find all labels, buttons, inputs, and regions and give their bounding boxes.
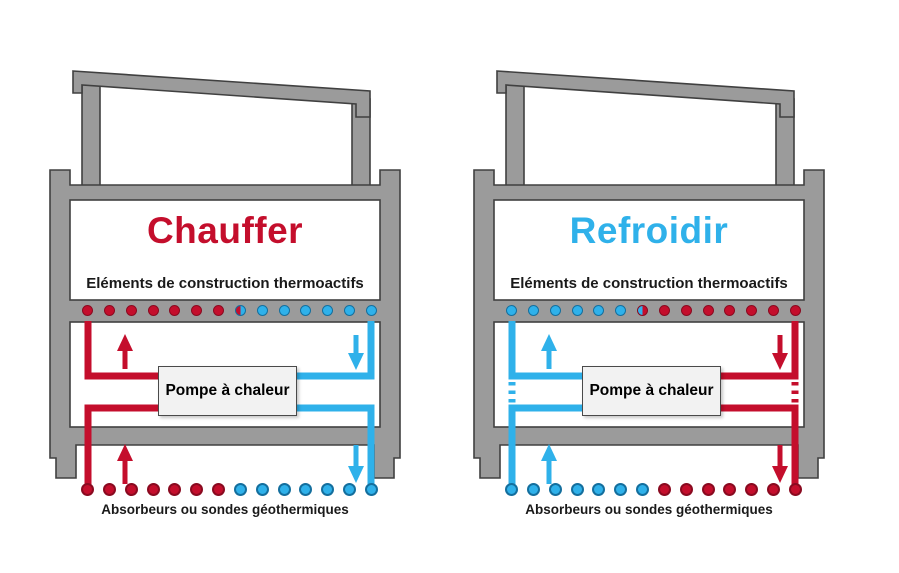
absorber-dot: [703, 305, 714, 316]
geothermal-dots-row: [505, 483, 802, 496]
absorber-dot: [636, 483, 649, 496]
absorber-dot: [278, 483, 291, 496]
absorber-dot: [168, 483, 181, 496]
heat-pump-box: [582, 366, 721, 416]
absorber-dot: [213, 305, 224, 316]
thermoactive-dots-row: [506, 305, 801, 316]
absorber-dot: [505, 483, 518, 496]
absorber-dot: [637, 305, 648, 316]
absorber-dot: [658, 483, 671, 496]
absorber-dot: [593, 305, 604, 316]
down-arrow-icon: [348, 466, 364, 483]
absorber-dot: [365, 483, 378, 496]
absorber-dot: [549, 483, 562, 496]
absorber-dot: [790, 305, 801, 316]
absorber-dot: [527, 483, 540, 496]
absorber-dot: [234, 483, 247, 496]
mode-title: Refroidir: [569, 210, 729, 251]
geothermal-absorbers-label: Absorbeurs ou sondes géothermiques: [525, 502, 773, 517]
absorber-dot: [299, 483, 312, 496]
absorber-dot: [571, 483, 584, 496]
absorber-dot: [680, 483, 693, 496]
absorber-dot: [148, 305, 159, 316]
absorber-dot: [147, 483, 160, 496]
absorber-dot: [506, 305, 517, 316]
absorber-dot: [321, 483, 334, 496]
absorber-dot: [615, 305, 626, 316]
absorber-dot: [681, 305, 692, 316]
absorber-dot: [724, 305, 735, 316]
absorber-dot: [746, 305, 757, 316]
absorber-dot: [300, 305, 311, 316]
down-arrow-icon: [772, 466, 788, 483]
up-arrow-icon: [541, 444, 557, 461]
absorber-dot: [103, 483, 116, 496]
up-arrow-icon: [117, 444, 133, 461]
absorber-dot: [723, 483, 736, 496]
absorber-dot: [343, 483, 356, 496]
absorber-dot: [126, 305, 137, 316]
absorber-dot: [572, 305, 583, 316]
absorber-dot: [279, 305, 290, 316]
absorber-dot: [169, 305, 180, 316]
absorber-dot: [235, 305, 246, 316]
thermoactive-dots-row: [82, 305, 377, 316]
mode-title: Chauffer: [146, 210, 304, 251]
absorber-dot: [789, 483, 802, 496]
absorber-dot: [366, 305, 377, 316]
geothermal-absorbers-label: Absorbeurs ou sondes géothermiques: [101, 502, 349, 517]
absorber-dot: [256, 483, 269, 496]
cooling-diagram: [464, 55, 844, 525]
absorber-dot: [81, 483, 94, 496]
absorber-dot: [614, 483, 627, 496]
thermoactive-elements-label: Eléments de construction thermoactifs: [510, 275, 788, 292]
heat-pump-label: Pompe à chaleur: [165, 382, 290, 399]
geothermal-dots-row: [81, 483, 378, 496]
absorber-dot: [702, 483, 715, 496]
absorber-dot: [322, 305, 333, 316]
roof-post-left: [506, 79, 524, 187]
absorber-dot: [550, 305, 561, 316]
absorber-dot: [212, 483, 225, 496]
absorber-dot: [125, 483, 138, 496]
absorber-dot: [528, 305, 539, 316]
roof-slab: [497, 71, 794, 117]
absorber-dot: [592, 483, 605, 496]
absorber-dot: [659, 305, 670, 316]
roof-post-left: [82, 79, 100, 187]
heat-pump-label: Pompe à chaleur: [589, 382, 714, 399]
absorber-dot: [257, 305, 268, 316]
absorber-dot: [344, 305, 355, 316]
absorber-dot: [745, 483, 758, 496]
absorber-dot: [768, 305, 779, 316]
absorber-dot: [190, 483, 203, 496]
thermoactive-elements-label: Eléments de construction thermoactifs: [86, 275, 364, 292]
absorber-dot: [104, 305, 115, 316]
roof-slab: [73, 71, 370, 117]
heat-pump-box: [158, 366, 297, 416]
absorber-dot: [82, 305, 93, 316]
absorber-dot: [767, 483, 780, 496]
absorber-dot: [191, 305, 202, 316]
heating-diagram: [40, 55, 420, 525]
